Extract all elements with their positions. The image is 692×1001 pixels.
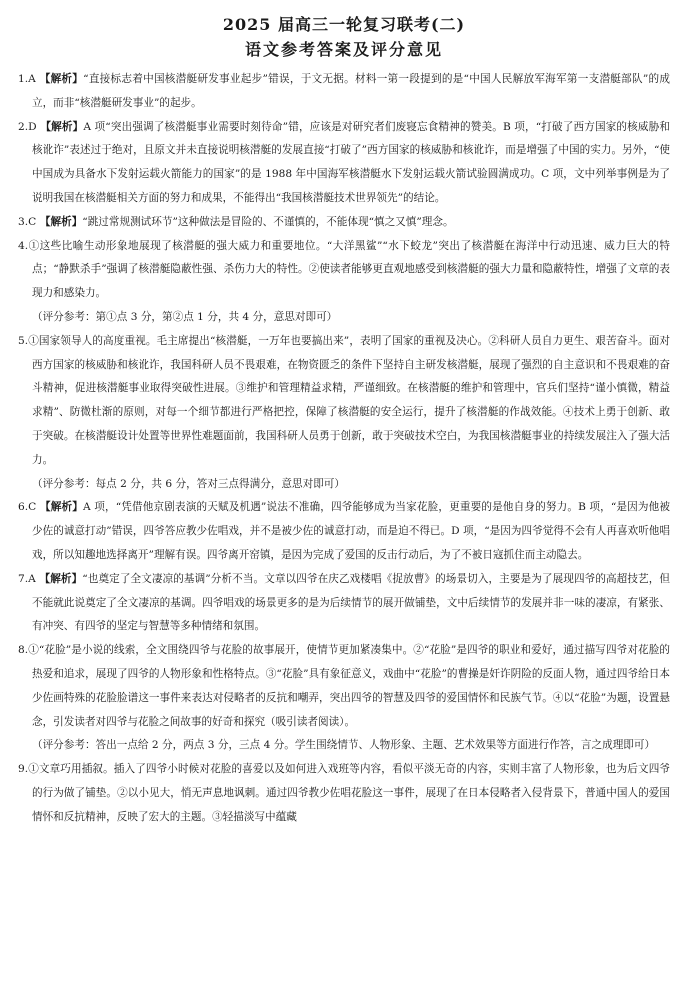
answer-text	[18, 68, 670, 116]
analysis-tag: 【解析】	[36, 501, 84, 514]
answer-body: “跳过常规测试环节”这种做法是冒险的、不谨慎的，不能体现“慎之又慎”理念。	[82, 215, 454, 228]
answer-item	[18, 116, 670, 211]
question-number: 9.	[18, 763, 29, 776]
answer-item	[18, 758, 670, 829]
question-number: 3.C	[18, 215, 37, 228]
answer-body: ①文章巧用插叙。插入了四爷小时候对花脸的喜爱以及如何进入戏班等内容，看似平淡无奇的内容，实则丰富了人物形象，也为后文四爷的行为做了铺垫。②以小见大，悄无声息地讽刺。通过四爷教少佐唱花脸这一事件，展现了在日本侵略者入侵背景下，普通中国人的爱国情怀和反抗精神，反映了宏大的主题。③轻描淡写中蕴藏	[28, 763, 670, 823]
answer-body: “也奠定了全文凄凉的基调”分析不当。文章以四爷在庆乙戏楼唱《捉放曹》的场景切入，主要是为了展现四爷的高超技艺，但不能就此说奠定了全文凄凉的基调。四爷唱戏的场景更多的是为后续情节的展开做铺垫，文中后续情节的发展并非一味的凄凉，有紧张、有冲突、有四爷的坚定与智慧等多种情绪和氛围。	[32, 572, 670, 633]
answer-body: ①国家领导人的高度重视。毛主席提出“核潜艇，一万年也要搞出来”，表明了国家的重视及决心。②科研人员自力更生、艰苦奋斗。面对西方国家的核威胁和核讹诈，我国科研人员不畏艰难，在物资匮乏的条件下坚持自主研发核潜艇，展现了强烈的自主意识和不畏艰难的奋斗精神，促进核潜艇事业取得突破性进展。③维护和管理精益求精，严谨细致。在核潜艇的维护和管理中，官兵们坚持“谨小慎微，精益求精”、防微杜渐的原则，对每一个细节都进行严格把控，保障了核潜艇的安全运行，提升了核潜艇的作战效能。④技术上勇于创新、敢于突破。在核潜艇设计处置等世界性难题面前，我国科研人员勇于创新，敢于突破技术空白，为我国核潜艇事业的持续发展注入了强大活力。	[28, 334, 670, 466]
answer-body: ①“花脸”是小说的线索，全文围绕四爷与花脸的故事展开，使情节更加紧凑集中。②“花脸”是四爷的职业和爱好，通过描写四爷对花脸的热爱和追求，展现了四爷的人物形象和性格特点。③“花脸”具有象征意义，戏曲中“花脸”的曹操是奸诈阴险的反面人物，通过四爷给日本少佐画特殊的花脸脸谱这一事件来表达对侵略者的反抗和嘲弄，突出四爷的智慧及四爷的爱国情怀和民族气节。④以“花脸”为题，设置悬念，引发读者对四爷与花脸之间故事的好奇和探究（吸引读者阅读）。	[28, 644, 670, 728]
answer-item	[18, 235, 670, 330]
answer-body: A 项“突出强调了核潜艇事业需要时刻待命”错，应该是对研究者们废寝忘食精神的赞美。B 项，“打破了西方国家的核威胁和核讹诈”表述过于绝对，且原文并未直接说明核潜艇的发展直接“打破了”西方国家的核威胁和核讹诈，而是增强了中国的实力。另外，“使中国成为具备水下发射运载火箭能力的国家”的是 1988 年中国海军核潜艇水下发射运载火箭试验圆满成功。C 项，文中列举事例是为了说明我国在核潜艇相关方面的努力和成果，不能得出“我国核潜艇技术世界领先”的结论。	[32, 120, 670, 204]
answer-item	[18, 496, 670, 567]
scoring-note: （评分参考：答出一点给 2 分，两点 3 分，三点 4 分。学生围绕情节、人物形象、主题、艺术效果等方面进行作答，言之成理即可）	[32, 739, 656, 752]
answer-text	[18, 758, 670, 829]
answer-item	[18, 330, 670, 497]
analysis-tag: 【解析】	[36, 120, 84, 133]
question-number: 8.	[18, 644, 29, 657]
question-number: 1.A	[18, 73, 36, 85]
answer-item	[18, 568, 670, 639]
answer-item	[18, 211, 670, 235]
question-number: 2.D	[18, 120, 37, 133]
answer-body: “直接标志着中国核潜艇研发事业起步”错误，于文无据。材料一第一段提到的是“中国人民解放军海军第一支潜艇部队”的成立，而非“核潜艇研发事业”的起步。	[32, 73, 670, 109]
scoring-note: （评分参考：每点 2 分，共 6 分，答对三点得满分，意思对即可）	[32, 477, 345, 490]
answer-text	[18, 639, 670, 734]
analysis-tag: 【解析】	[35, 73, 84, 85]
question-number: 5.	[18, 334, 29, 347]
answer-text	[18, 116, 670, 211]
analysis-tag: 【解析】	[36, 215, 83, 228]
answer-list	[18, 68, 670, 830]
question-number: 7.A	[18, 572, 36, 585]
answer-text	[18, 568, 670, 639]
question-number: 6.C	[18, 501, 37, 514]
analysis-tag: 【解析】	[35, 572, 83, 585]
answer-text	[18, 235, 670, 306]
answer-text	[18, 496, 670, 567]
answer-text	[18, 330, 670, 473]
answer-item	[18, 68, 670, 116]
answer-body: A 项，“凭借他京剧表演的天赋及机遇”说法不准确，四爷能够成为当家花脸，更重要的是他自身的努力。B 项，“是因为他被少佐的诚意打动”错误，四爷答应教少佐唱戏，并不是被少佐的诚意打动，而是迫不得已。D 项，“是因为四爷觉得不会有人再喜欢听他唱戏，所以知趣地选择离开”理解有误。四爷离开窑镇，是因为完成了爱国的反击行动后，为了不被日寇抓住而主动隐去。	[32, 501, 670, 561]
answer-body: ①这些比喻生动形象地展现了核潜艇的强大威力和重要地位。“大洋黑鲨”“水下蛟龙”突出了核潜艇在海洋中行动迅速、威力巨大的特点；“静默杀手”强调了核潜艇隐蔽性强、杀伤力大的特性。②使读者能够更直观地感受到核潜艇的强大力量和隐蔽特性，增强了文章的表现力和感染力。	[28, 239, 670, 300]
page-subtitle: 语文参考答案及评分意见	[244, 40, 443, 59]
answer-text	[18, 211, 670, 235]
page-title: 2025 届高三一轮复习联考(二)	[222, 15, 466, 34]
question-number: 4.	[18, 239, 29, 252]
answer-item	[18, 639, 670, 758]
scoring-note: （评分参考：第①点 3 分，第②点 1 分，共 4 分，意思对即可）	[32, 310, 338, 323]
